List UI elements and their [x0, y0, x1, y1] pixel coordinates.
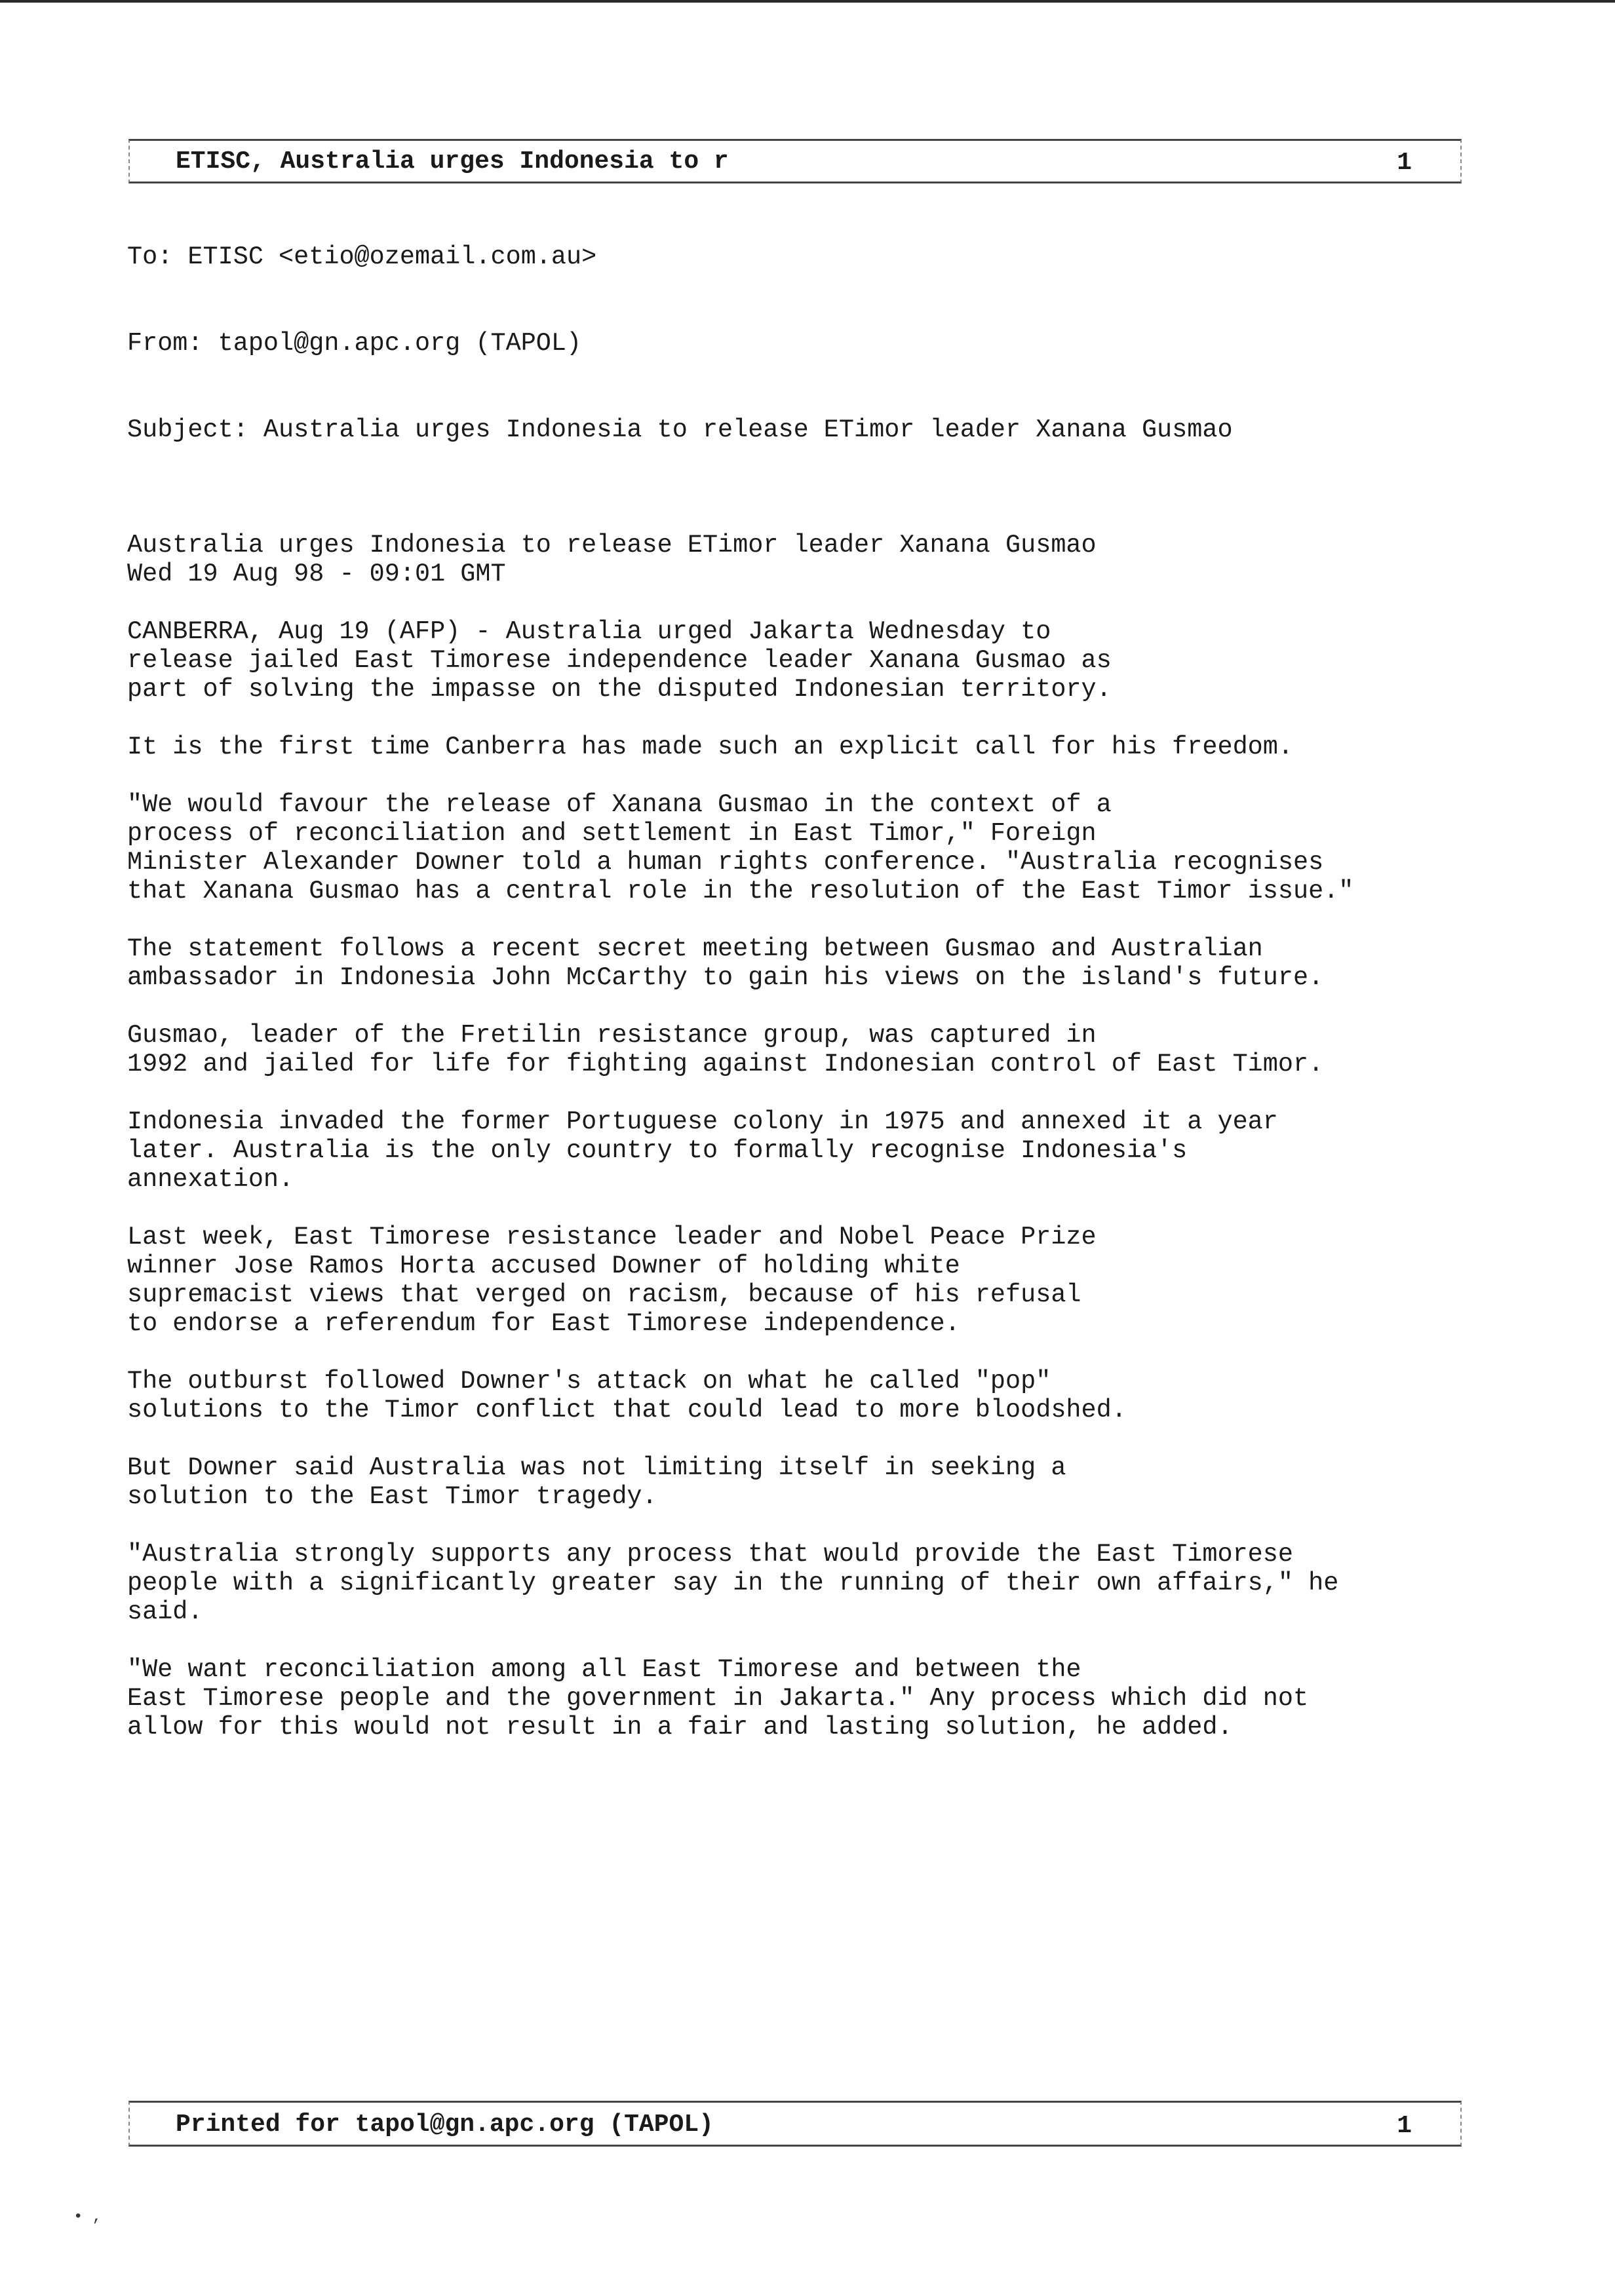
paragraph-line: Wed 19 Aug 98 - 09:01 GMT — [127, 560, 506, 588]
paragraph-line: The statement follows a recent secret meeting between Gusmao and Australian — [127, 934, 1263, 963]
paragraph-line: East Timorese people and the government in Jakarta." Any process which did not — [127, 1684, 1309, 1713]
article-paragraph — [127, 531, 1477, 588]
header-title: ETISC, Australia urges Indonesia to r — [176, 147, 729, 176]
paragraph-line: It is the first time Canberra has made such an explicit call for his freedom. — [127, 733, 1293, 761]
paragraph-line: The outburst followed Downer's attack on what he called "pop" — [127, 1367, 1051, 1396]
article-paragraph — [127, 1655, 1477, 1742]
paragraph-gap — [127, 761, 1477, 790]
paragraph-line: "Australia strongly supports any process that would provide the East Timorese — [127, 1540, 1293, 1569]
article-paragraph — [127, 1367, 1477, 1425]
paragraph-gap — [127, 992, 1477, 1021]
footer-text: Printed for tapol@gn.apc.org (TAPOL) — [176, 2111, 714, 2139]
email-to-line: To: ETISC <etio@ozemail.com.au> — [127, 242, 597, 271]
paragraph-line: people with a significantly greater say in the running of their own affairs," he — [127, 1569, 1339, 1598]
paragraph-gap — [127, 704, 1477, 733]
article-paragraph — [127, 790, 1477, 906]
paragraph-line: winner Jose Ramos Horta accused Downer of holding white — [127, 1252, 960, 1280]
paragraph-line: "We would favour the release of Xanana Gusmao in the context of a — [127, 790, 1112, 819]
paragraph-gap — [127, 1338, 1477, 1367]
article-paragraph — [127, 733, 1477, 761]
paragraph-gap — [127, 502, 1477, 531]
scan-mark: • , — [73, 2208, 102, 2226]
paragraph-line: Gusmao, leader of the Fretilin resistance group, was captured in — [127, 1021, 1097, 1050]
paragraph-line: But Downer said Australia was not limiting itself in seeking a — [127, 1453, 1066, 1482]
paragraph-line: Last week, East Timorese resistance leader and Nobel Peace Prize — [127, 1223, 1097, 1252]
paragraph-line: "We want reconciliation among all East Timorese and between the — [127, 1655, 1081, 1684]
paragraph-gap — [127, 1425, 1477, 1453]
paragraph-line: to endorse a referendum for East Timorese independence. — [127, 1309, 960, 1338]
header-page-number: 1 — [1397, 149, 1412, 177]
paragraph-gap — [127, 906, 1477, 934]
article-paragraph — [127, 617, 1477, 704]
print-footer — [128, 2101, 1462, 2147]
paragraph-line: that Xanana Gusmao has a central role in the resolution of the East Timor issue." — [127, 877, 1354, 906]
paragraph-gap — [127, 1626, 1477, 1655]
paragraph-gap — [127, 588, 1477, 617]
scan-top-edge — [0, 0, 1615, 3]
paragraph-line: ambassador in Indonesia John McCarthy to gain his views on the island's future. — [127, 963, 1324, 992]
article-paragraph — [127, 1021, 1477, 1079]
paragraph-line: solutions to the Timor conflict that could lead to more bloodshed. — [127, 1396, 1127, 1425]
paragraph-line: Australia urges Indonesia to release ETimor leader Xanana Gusmao — [127, 531, 1097, 560]
paragraph-gap — [127, 1511, 1477, 1540]
article-paragraph — [127, 1453, 1477, 1511]
paragraph-line: later. Australia is the only country to formally recognise Indonesia's — [127, 1136, 1188, 1165]
article-paragraph — [127, 1107, 1477, 1194]
paragraph-gap — [127, 1194, 1477, 1223]
paragraph-line: solution to the East Timor tragedy. — [127, 1482, 657, 1511]
paragraph-gap — [127, 1079, 1477, 1107]
paragraph-line: Minister Alexander Downer told a human rights conference. "Australia recognises — [127, 848, 1324, 877]
paragraph-line: CANBERRA, Aug 19 (AFP) - Australia urged Jakarta Wednesday to — [127, 617, 1051, 646]
email-subject-line: Subject: Australia urges Indonesia to release ETimor leader Xanana Gusmao — [127, 415, 1233, 444]
email-from-line: From: tapol@gn.apc.org (TAPOL) — [127, 329, 582, 358]
paragraph-line: part of solving the impasse on the disputed Indonesian territory. — [127, 675, 1112, 704]
article-paragraphs — [127, 502, 1477, 1742]
article-paragraph — [127, 934, 1477, 992]
paragraph-line: allow for this would not result in a fair and lasting solution, he added. — [127, 1713, 1233, 1742]
article-paragraph — [127, 1223, 1477, 1338]
paragraph-line: Indonesia invaded the former Portuguese colony in 1975 and annexed it a year — [127, 1107, 1278, 1136]
paragraph-line: 1992 and jailed for life for fighting against Indonesian control of East Timor. — [127, 1050, 1324, 1079]
article-paragraph — [127, 1540, 1477, 1626]
paragraph-line: supremacist views that verged on racism, because of his refusal — [127, 1280, 1081, 1309]
paragraph-line: annexation. — [127, 1165, 294, 1194]
paragraph-line: release jailed East Timorese independence leader Xanana Gusmao as — [127, 646, 1112, 675]
email-body — [127, 185, 1477, 1770]
footer-page-number: 1 — [1397, 2112, 1412, 2140]
paragraph-line: said. — [127, 1598, 203, 1626]
print-header — [128, 139, 1462, 183]
paragraph-line: process of reconciliation and settlement in East Timor," Foreign — [127, 819, 1097, 848]
